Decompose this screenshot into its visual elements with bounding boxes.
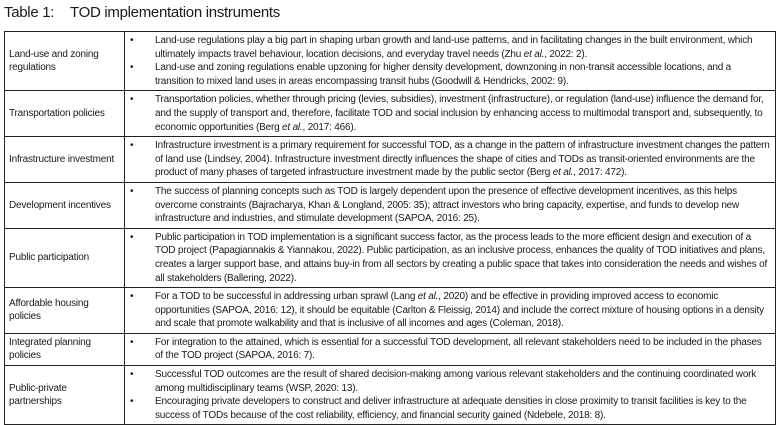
bullet-text: Land-use and zoning regulations enable upzoning for higher density development, downzoning in non-transit accessible locations, and a transition to mixed land uses in areas encompassing transit hubs (Goodwill & Hendricks, 2002: 9). (155, 62, 732, 87)
instrument-description (125, 32, 776, 91)
bullet-icon: • (130, 35, 134, 46)
instrument-description (125, 91, 776, 137)
bullet-item (129, 290, 771, 331)
bullet-item (129, 185, 771, 226)
instrument-description (125, 182, 776, 228)
instrument-label: Infrastructure investment (5, 137, 125, 183)
bullet-item (129, 139, 771, 180)
bullet-icon: • (130, 94, 134, 106)
instrument-description (125, 228, 776, 287)
table-row (5, 32, 776, 91)
bullet-item (129, 368, 771, 395)
table-number: Table 1: (4, 4, 55, 21)
bullet-icon: • (130, 231, 134, 243)
table-row (5, 91, 776, 137)
bullet-icon: • (130, 62, 134, 74)
bullet-text: Land-use regulations play a big part in shaping urban growth and land-use patterns, and in facilitating changes in the built environment, which ultimately impacts travel behaviour, location decisions, and everyday travel needs (Zhu et al., 2022: 2). (155, 35, 753, 60)
bullet-item (129, 336, 771, 363)
bullet-text: The success of planning concepts such as TOD is largely dependent upon the presence of effective development incentives, as this helps overcome constraints (Bajracharya, Khan & Longland, 2005: 35); attract investors who bring capacity, expertise, and funds to develop new infrastructure and industries, and stimulate development (SAPOA, 2016: 25). (155, 185, 740, 225)
bullet-text: Encouraging private developers to construct and deliver infrastructure at adequate densities in close proximity to transit facilities is key to the success of TODs because of the cost reliability, efficiency, and financial security gained (Ndebele, 2018: 8). (155, 396, 747, 421)
instrument-label: Public participation (5, 228, 125, 287)
bullet-icon: • (130, 291, 134, 303)
bullet-icon: • (130, 369, 134, 381)
instrument-description (125, 288, 776, 334)
instrument-label: Integrated planning policies (5, 333, 125, 365)
table-caption (4, 4, 280, 21)
table-row (5, 333, 776, 365)
bullet-icon: • (130, 185, 134, 197)
table-row (5, 366, 776, 425)
bullet-text: Successful TOD outcomes are the result of shared decision-making among various relevant stakeholders and the continuing coordinated work among multidisciplinary teams (WSP, 2020: 13). (155, 369, 757, 394)
instrument-label: Public-private partnerships (5, 366, 125, 425)
table-row (5, 182, 776, 228)
bullet-icon: • (130, 140, 134, 152)
bullet-text: For integration to the attained, which is essential for a successful TOD development, all relevant stakeholders need to be included in the phases of the TOD project (SAPOA, 2016: 7). (155, 336, 762, 362)
bullet-item (129, 34, 771, 61)
instrument-label: Affordable housing policies (5, 288, 125, 334)
table-title: TOD implementation instruments (70, 4, 280, 21)
bullet-text: For a TOD to be successful in addressing urban sprawl (Lang et al., 2020) and be effective in providing improved access to economic opportunities (SAPOA, 2016: 12), it should be equitable (Carlton & Fleissig, 2014) and include the correct mixture of housing options in a density and scale that promote walkability and that is inclusive of all incomes and ages (Coleman, 2018). (155, 291, 764, 330)
instrument-description (125, 333, 776, 365)
bullet-item (129, 61, 771, 88)
table-row (5, 288, 776, 334)
bullet-icon: • (130, 396, 134, 408)
table-row (5, 137, 776, 183)
instrument-label: Land-use and zoning regulations (5, 32, 125, 91)
instrument-label: Transportation policies (5, 91, 125, 137)
table-row (5, 228, 776, 287)
bullet-text: Infrastructure investment is a primary requirement for successful TOD, as a change in the pattern of infrastructure investment changes the pattern of land use (Lindsey, 2004). Infrastructure investment directly influences the shape of cities and TODs as transit-oriented environments are the product of many phases of targeted infrastructure investment made by the public sector (Berg et al., 2017: 472). (155, 140, 770, 179)
bullet-text: Public participation in TOD implementation is a significant success factor, as the process leads to the more efficient design and execution of a TOD project (Papagiannakis & Yiannakou, 2022). Public participation, as an inclusive process, enhances the quality of TOD initiatives and plans, creates a larger support base, and attains buy-in from all sectors by creating a public space that takes into consideration the needs and wishes of all stakeholders (Ballering, 2022). (155, 231, 768, 284)
bullet-item (129, 93, 771, 134)
bullet-item (129, 395, 771, 422)
instrument-description (125, 366, 776, 425)
instrument-description (125, 137, 776, 183)
tod-instruments-table (4, 31, 776, 425)
bullet-item (129, 231, 771, 285)
bullet-icon: • (130, 336, 134, 348)
instrument-label: Development incentives (5, 182, 125, 228)
bullet-text: Transportation policies, whether through pricing (levies, subsidies), investment (infrastructure), or regulation (land-use) influence the demand for, and the supply of transport and, therefore, facilitate TOD and social inclusion by enhancing access to multimodal transport and, subsequently, to economic opportunities (Berg et al., 2017: 466). (155, 94, 764, 133)
